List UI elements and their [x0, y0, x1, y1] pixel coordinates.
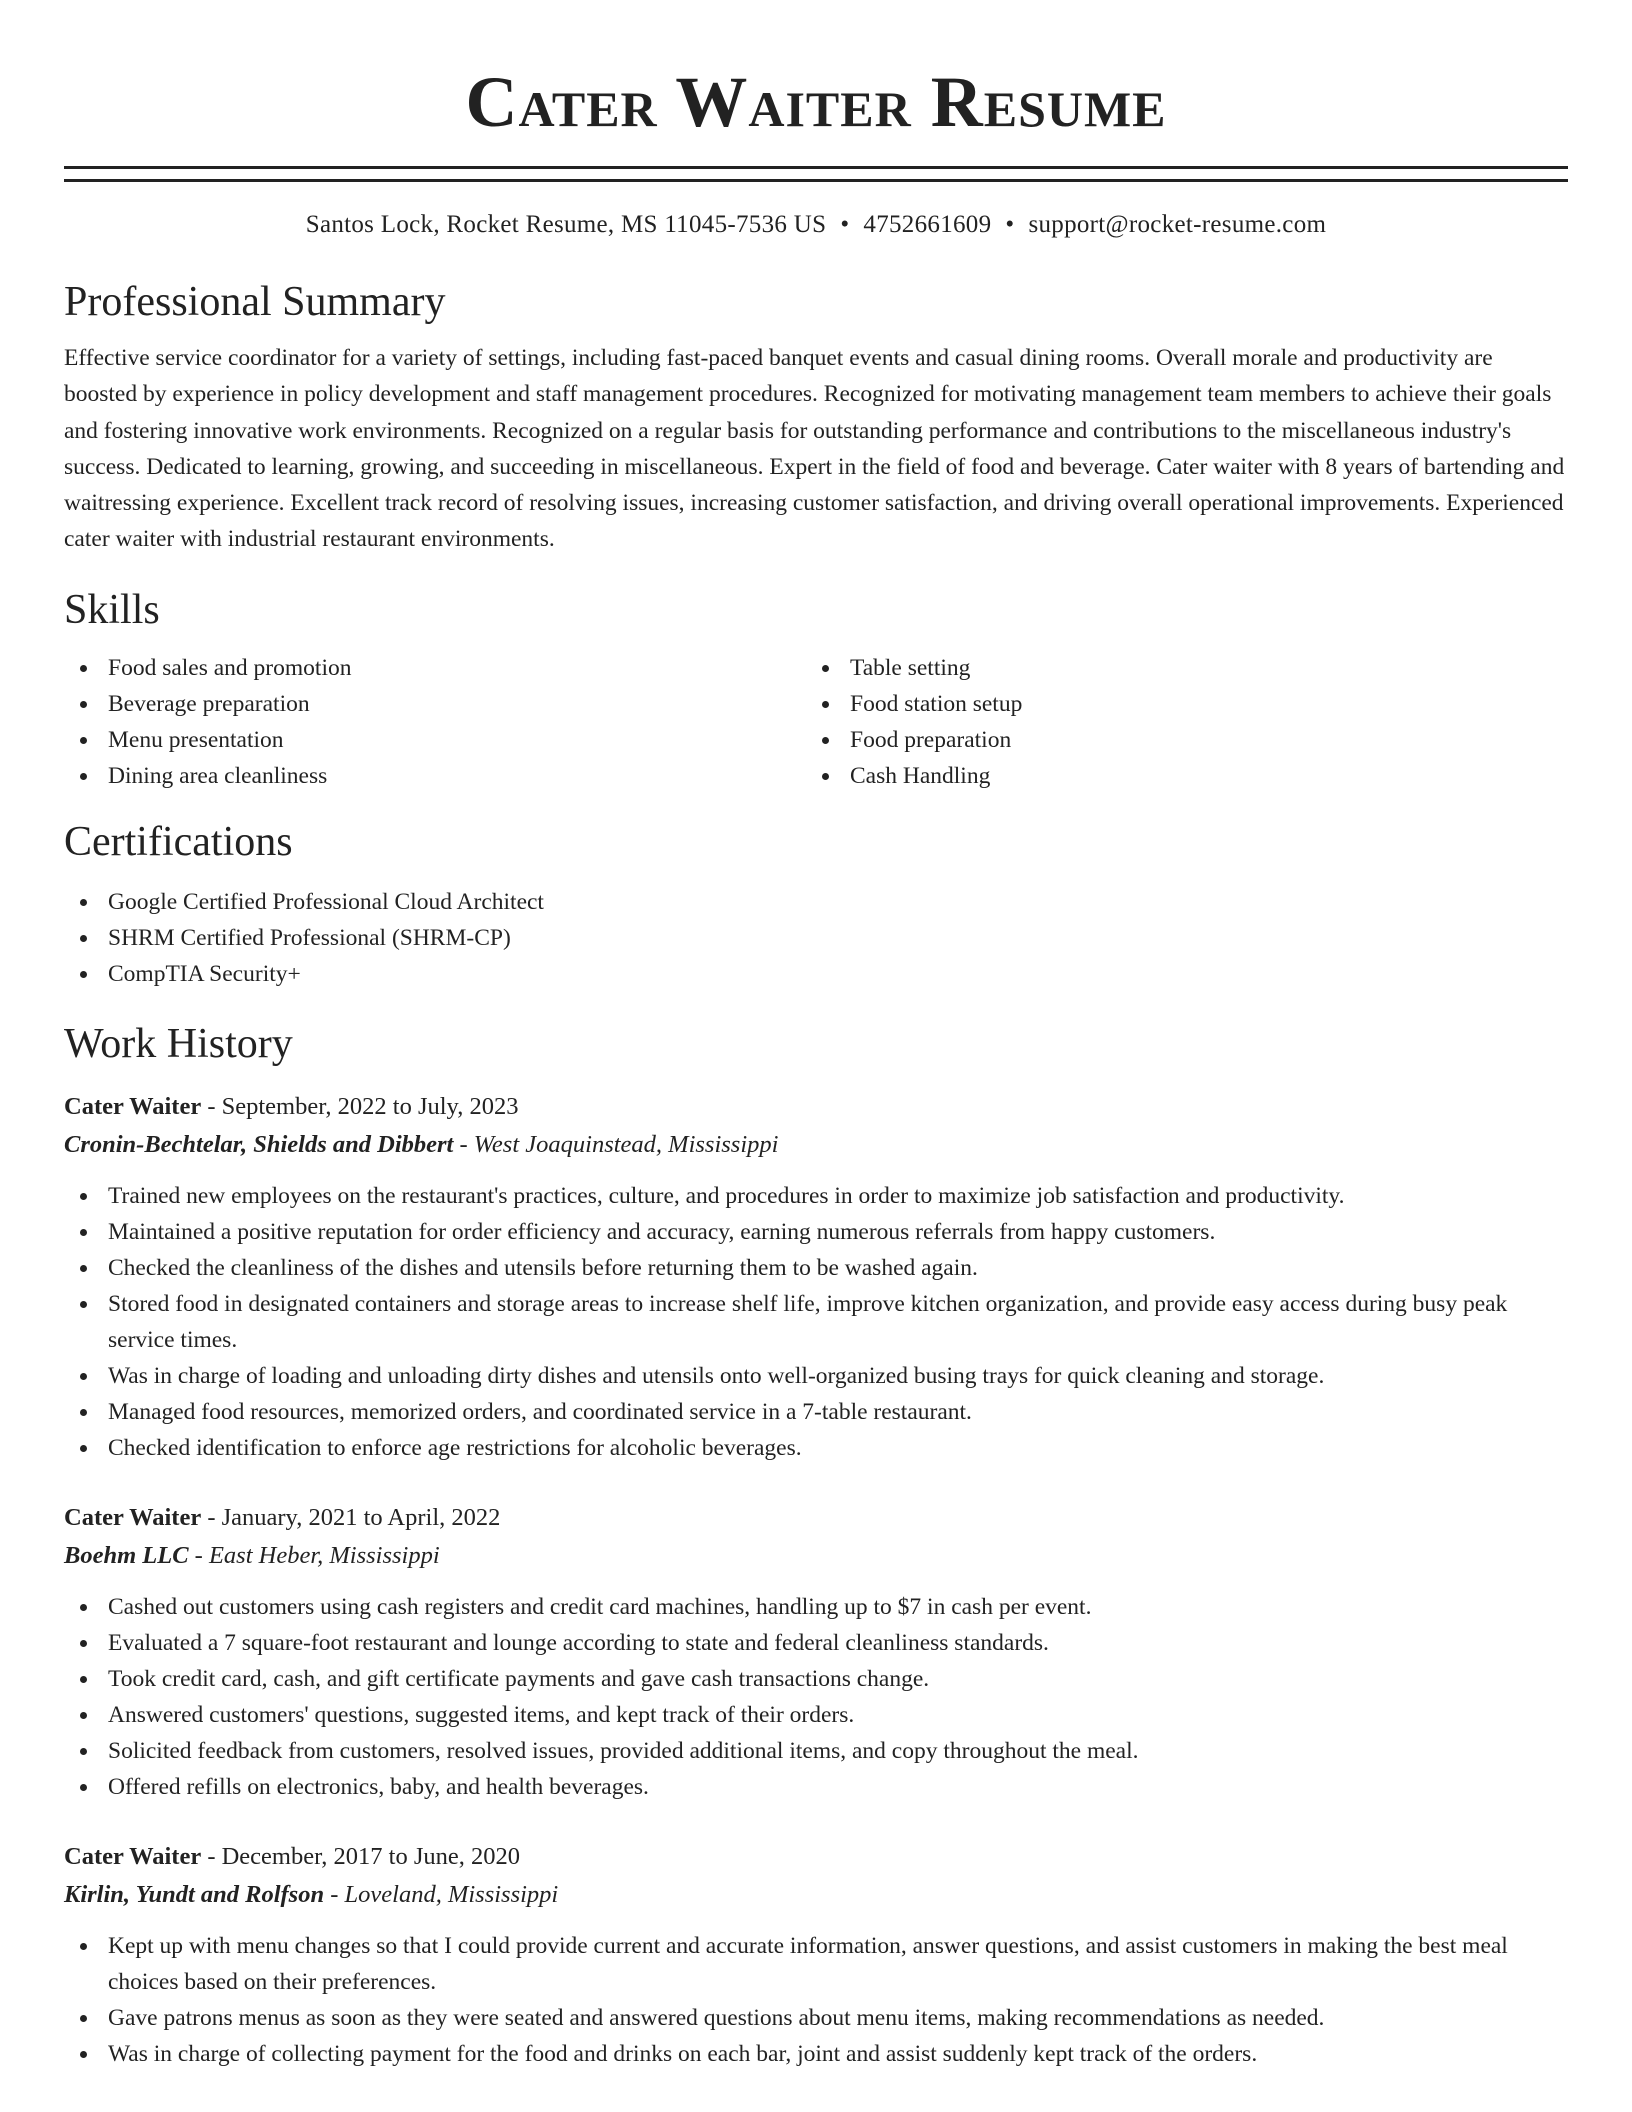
- summary-text: Effective service coordinator for a variety of settings, including fast-paced banquet events and casual dining rooms. Overall morale and productivity are boosted by experience in policy development and staff management procedures. Recognized for motivating management team members to achieve their goals and fostering innovative work environments. Recognized on a regular basis for outstanding performance and contributions to the miscellaneous industry's success. Dedicated to learning, growing, and succeeding in miscellaneous. Expert in the field of food and beverage. Cater waiter with 8 years of bartending and waitressing experience. Excellent track record of resolving issues, increasing customer satisfaction, and driving overall operational improvements. Experienced cater waiter with industrial restaurant environments.: [64, 345, 1565, 553]
- job-location: - East Heber, Mississippi: [188, 1541, 440, 1569]
- job-bullet: Offered refills on electronics, baby, and health beverages.: [64, 1769, 1568, 1805]
- job-bullet: Was in charge of loading and unloading dirty dishes and utensils onto well-organized busing trays for quick cleaning and storage.: [64, 1358, 1568, 1394]
- contact-phone: 4752661609: [863, 211, 992, 238]
- job-title-line: [64, 1499, 1568, 1537]
- skill-item: Dining area cleanliness: [64, 758, 806, 794]
- contact-separator: •: [1005, 211, 1015, 238]
- job-bullet: Checked the cleanliness of the dishes and utensils before returning them to be washed again.: [64, 1250, 1568, 1286]
- job-title-line: [64, 1088, 1568, 1126]
- job-bullet: Maintained a positive reputation for order efficiency and accuracy, earning numerous referrals from happy customers.: [64, 1214, 1568, 1250]
- job-company: Kirlin, Yundt and Rolfson: [64, 1880, 325, 1908]
- contact-address: Santos Lock, Rocket Resume, MS 11045-7536 US: [305, 211, 827, 238]
- skill-item: Menu presentation: [64, 722, 806, 758]
- skills-list-left: [64, 650, 806, 794]
- job-bullet: Was in charge of collecting payment for the food and drinks on each bar, joint and assist suddenly kept track of the orders.: [64, 2036, 1568, 2072]
- summary-section: [64, 276, 1568, 558]
- certification-item: Google Certified Professional Cloud Architect: [64, 884, 1568, 920]
- job-title: Cater Waiter: [64, 1842, 202, 1870]
- job-company: Boehm LLC: [64, 1541, 189, 1569]
- certifications-list: [64, 884, 1568, 992]
- job-bullet: Solicited feedback from customers, resolved issues, provided additional items, and copy throughout the meal.: [64, 1733, 1568, 1769]
- contact-email: support@rocket-resume.com: [1028, 211, 1327, 238]
- job-company-line: [64, 1876, 1568, 1914]
- skill-item: Food station setup: [806, 686, 1548, 722]
- job-dates: - September, 2022 to July, 2023: [201, 1092, 519, 1120]
- skill-item: Food preparation: [806, 722, 1548, 758]
- job-bullet: Managed food resources, memorized orders, and coordinated service in a 7-table restaurant.: [64, 1394, 1568, 1430]
- job-bullet: Evaluated a 7 square-foot restaurant and lounge according to state and federal cleanliness standards.: [64, 1625, 1568, 1661]
- job-location: - Loveland, Mississippi: [324, 1880, 559, 1908]
- resume-title: Cater Waiter Resume: [465, 62, 1167, 142]
- job-bullet: Gave patrons menus as soon as they were seated and answered questions about menu items, making recommendations as needed.: [64, 2000, 1568, 2036]
- job-bullet: Stored food in designated containers and storage areas to increase shelf life, improve kitchen organization, and provide easy access during busy peak service times.: [64, 1286, 1568, 1358]
- job-entry: [64, 1088, 1568, 1466]
- skills-heading: Skills: [64, 586, 160, 633]
- job-bullets: [64, 1928, 1568, 2072]
- contact-separator: •: [840, 211, 850, 238]
- job-entry: [64, 1838, 1568, 2072]
- skills-section: [64, 584, 1568, 794]
- job-company-line: [64, 1537, 1568, 1575]
- skills-list-right: [806, 650, 1548, 794]
- job-title: Cater Waiter: [64, 1092, 202, 1120]
- skill-item: Table setting: [806, 650, 1548, 686]
- resume-page: [64, 0, 1568, 2072]
- skill-item: Cash Handling: [806, 758, 1548, 794]
- work-history-section: [64, 1018, 1568, 2072]
- job-dates: - December, 2017 to June, 2020: [201, 1842, 521, 1870]
- job-location: - West Joaquinstead, Mississippi: [453, 1130, 779, 1158]
- certifications-section: [64, 816, 1568, 992]
- job-dates: - January, 2021 to April, 2022: [201, 1503, 501, 1531]
- certifications-heading: Certifications: [64, 818, 293, 865]
- job-entry: [64, 1499, 1568, 1805]
- job-bullet: Took credit card, cash, and gift certificate payments and gave cash transactions change.: [64, 1661, 1568, 1697]
- title-double-rule: [64, 166, 1568, 182]
- skill-item: Beverage preparation: [64, 686, 806, 722]
- job-bullet: Trained new employees on the restaurant's practices, culture, and procedures in order to maximize job satisfaction and productivity.: [64, 1178, 1568, 1214]
- job-bullet: Answered customers' questions, suggested items, and kept track of their orders.: [64, 1697, 1568, 1733]
- certification-item: SHRM Certified Professional (SHRM-CP): [64, 920, 1568, 956]
- job-title-line: [64, 1838, 1568, 1876]
- contact-line: [64, 208, 1568, 242]
- job-bullet: Checked identification to enforce age restrictions for alcoholic beverages.: [64, 1430, 1568, 1466]
- summary-heading: Professional Summary: [64, 279, 446, 325]
- skill-item: Food sales and promotion: [64, 650, 806, 686]
- job-bullet: Cashed out customers using cash registers and credit card machines, handling up to $7 in cash per event.: [64, 1589, 1568, 1625]
- certification-item: CompTIA Security+: [64, 956, 1568, 992]
- job-bullets: [64, 1178, 1568, 1466]
- job-company-line: [64, 1126, 1568, 1164]
- job-company: Cronin-Bechtelar, Shields and Dibbert: [64, 1130, 454, 1158]
- job-bullets: [64, 1589, 1568, 1805]
- job-title: Cater Waiter: [64, 1503, 202, 1531]
- work-history-heading: Work History: [64, 1020, 293, 1067]
- job-bullet: Kept up with menu changes so that I could provide current and accurate information, answer questions, and assist customers in making the best meal choices based on their preferences.: [64, 1928, 1568, 2000]
- skills-columns: [64, 650, 1568, 794]
